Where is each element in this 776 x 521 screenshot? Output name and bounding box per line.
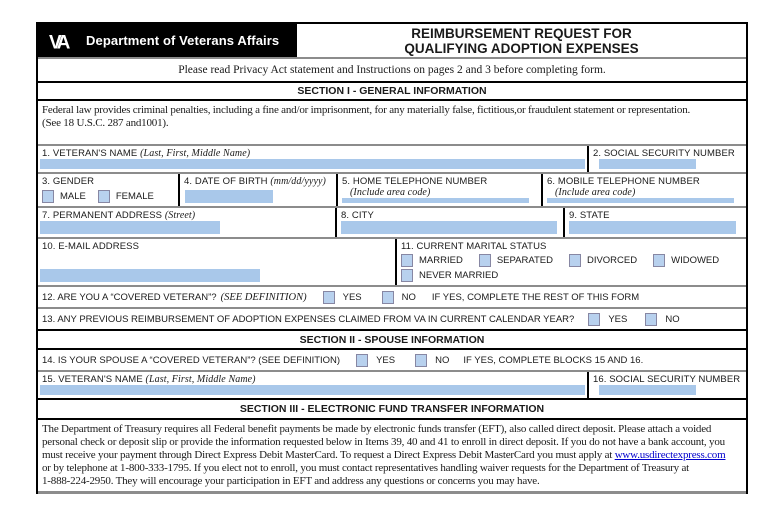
checkbox-previous-no[interactable]: [645, 313, 657, 326]
form-header: [38, 24, 746, 59]
cell-state: [563, 208, 746, 237]
covered-veteran-no-label: NO: [401, 291, 416, 303]
form-title: [297, 24, 746, 57]
spouse-name-label: 15. VETERAN'S NAME: [42, 374, 143, 385]
cell-gender: [38, 174, 178, 206]
covered-veteran-label: 12. ARE YOU A “COVERED VETERAN”?: [42, 291, 217, 303]
eft-line5: 1-888-224-2950. They will encourage your participation in EFT and address any questions or concerns you may have.: [42, 475, 540, 487]
row-covered-veteran: [38, 287, 746, 309]
cell-email: [38, 239, 395, 285]
veteran-name-label: 1. VETERAN'S NAME: [42, 148, 138, 159]
row-gender-dob-phones: [38, 174, 746, 208]
spouse-covered-label: 14. IS YOUR SPOUSE A “COVERED VETERAN”? (SEE DEFINITION): [42, 354, 341, 366]
checkbox-widowed[interactable]: [653, 254, 665, 267]
cell-city: [335, 208, 563, 237]
usdirectexpress-link[interactable]: www.usdirectexpress.com: [614, 449, 726, 461]
mobile-phone-hint: (Include area code): [555, 187, 636, 198]
marital-status-label: 11. CURRENT MARITAL STATUS: [401, 241, 547, 252]
eft-line3: must receive your payment through Direct Express Debit MasterCard. To request a Direct Express Debit MasterCard you must apply at: [42, 449, 615, 461]
checkbox-never-married[interactable]: [401, 269, 413, 282]
home-phone-input[interactable]: [342, 198, 529, 203]
eft-line1: The Department of Treasury requires all Federal benefit payments be made by electronic funds transfer (EFT), also called direct deposit. Please attach a voided: [42, 423, 712, 435]
divorced-label: DIVORCED: [586, 255, 638, 266]
gender-label: 3. GENDER: [42, 176, 95, 187]
dob-input[interactable]: [185, 190, 273, 203]
row-spouse-name-ssn: [38, 372, 746, 400]
va-logo-box: [38, 24, 297, 57]
va-adoption-reimbursement-form: [36, 22, 748, 494]
widowed-label: WIDOWED: [671, 255, 720, 266]
row-address-city-state: [38, 208, 746, 239]
cell-mobile-phone: [541, 174, 746, 206]
checkbox-female[interactable]: [98, 190, 110, 203]
cell-spouse-ssn: [587, 372, 746, 398]
cell-home-phone: [336, 174, 541, 206]
covered-veteran-note: IF YES, COMPLETE THE REST OF THIS FORM: [431, 291, 640, 303]
home-phone-hint: (Include area code): [350, 187, 431, 198]
penalty-statement: [38, 101, 746, 146]
married-label: MARRIED: [419, 255, 463, 266]
cell-dob: [178, 174, 336, 206]
penalty-line2: (See 18 U.S.C. 287 and1001).: [42, 117, 169, 129]
state-label: 9. STATE: [569, 210, 610, 221]
previous-reimbursement-label: 13. ANY PREVIOUS REIMBURSEMENT OF ADOPTION EXPENSES CLAIMED FROM VA IN CURRENT CALENDAR YEAR?: [42, 313, 575, 325]
form-title-line1: REIMBURSEMENT REQUEST FOR: [411, 25, 632, 41]
previous-no-label: NO: [665, 313, 680, 325]
dob-label: 4. DATE OF BIRTH: [184, 176, 268, 187]
row-previous-reimbursement: [38, 309, 746, 331]
cell-spouse-name: [38, 372, 587, 398]
spouse-covered-no-label: NO: [435, 354, 450, 366]
mobile-phone-input[interactable]: [547, 198, 734, 203]
mobile-phone-label: 6. MOBILE TELEPHONE NUMBER: [547, 176, 700, 187]
state-input[interactable]: [569, 221, 736, 234]
ssn-input[interactable]: [599, 159, 696, 169]
section3-heading: SECTION III - ELECTRONIC FUND TRANSFER INFORMATION: [38, 400, 746, 420]
row-email-marital: [38, 239, 746, 287]
spouse-covered-yes-label: YES: [376, 354, 396, 366]
address-label: 7. PERMANENT ADDRESS: [42, 210, 163, 221]
email-label: 10. E-MAIL ADDRESS: [42, 241, 140, 252]
checkbox-spouse-covered-no[interactable]: [415, 354, 427, 367]
eft-line2: personal check or deposit slip or provide the information requested below in Items 39, 40 and 41 to enroll in direct deposit. If you do not have a bank account, you: [42, 436, 725, 448]
dob-hint: (mm/dd/yyyy): [270, 176, 326, 187]
eft-line4: or by telephone at 1-800-333-1795. If you elect not to enroll, you must contact representatives handling waiver requests for the Department of Treasury at: [42, 462, 690, 474]
checkbox-separated[interactable]: [479, 254, 491, 267]
row-spouse-covered: [38, 350, 746, 372]
checkbox-male[interactable]: [42, 190, 54, 203]
form-title-line2: QUALIFYING ADOPTION EXPENSES: [404, 40, 639, 56]
checkbox-previous-yes[interactable]: [588, 313, 600, 326]
svg-text:VA: VA: [49, 31, 67, 52]
checkbox-married[interactable]: [401, 254, 413, 267]
city-input[interactable]: [341, 221, 557, 234]
row-name-ssn: [38, 146, 746, 174]
spouse-covered-note: IF YES, COMPLETE BLOCKS 15 AND 16.: [463, 354, 644, 366]
address-input[interactable]: [40, 221, 220, 234]
male-label: MALE: [60, 191, 86, 202]
va-logo-icon: [48, 30, 78, 52]
cell-address: [38, 208, 335, 237]
checkbox-divorced[interactable]: [569, 254, 581, 267]
checkbox-spouse-covered-yes[interactable]: [356, 354, 368, 367]
spouse-name-input[interactable]: [40, 385, 585, 395]
spouse-ssn-input[interactable]: [599, 385, 696, 395]
checkbox-covered-veteran-no[interactable]: [382, 291, 394, 304]
cell-marital-status: [395, 239, 746, 285]
address-hint: (Street): [164, 210, 196, 221]
previous-yes-label: YES: [608, 313, 628, 325]
checkbox-covered-veteran-yes[interactable]: [323, 291, 335, 304]
female-label: FEMALE: [115, 191, 154, 202]
city-label: 8. CITY: [341, 210, 374, 221]
never-married-label: NEVER MARRIED: [419, 270, 499, 281]
separated-label: SEPARATED: [496, 255, 553, 266]
home-phone-label: 5. HOME TELEPHONE NUMBER: [342, 176, 488, 187]
ssn-label: 2. SOCIAL SECURITY NUMBER: [593, 148, 735, 159]
penalty-line1: Federal law provides criminal penalties, including a fine and/or imprisonment, for any materially false, fictitious,or fraudulent statement or representation.: [42, 104, 691, 116]
cell-veteran-name: [38, 146, 587, 172]
covered-veteran-hint: (SEE DEFINITION): [220, 291, 307, 303]
cell-ssn: [587, 146, 746, 172]
email-input[interactable]: [40, 269, 260, 282]
veteran-name-hint: (Last, First, Middle Name): [140, 148, 251, 159]
eft-paragraph: [38, 420, 746, 494]
covered-veteran-yes-label: YES: [342, 291, 362, 303]
agency-name: Department of Veterans Affairs: [86, 33, 280, 48]
veteran-name-input[interactable]: [40, 159, 585, 169]
section1-heading: SECTION I - GENERAL INFORMATION: [38, 83, 746, 101]
section2-heading: SECTION II - SPOUSE INFORMATION: [38, 331, 746, 350]
privacy-note: Please read Privacy Act statement and Instructions on pages 2 and 3 before completing form.: [38, 59, 746, 83]
spouse-name-hint: (Last, First, Middle Name): [145, 374, 256, 385]
spouse-ssn-label: 16. SOCIAL SECURITY NUMBER: [593, 374, 741, 385]
